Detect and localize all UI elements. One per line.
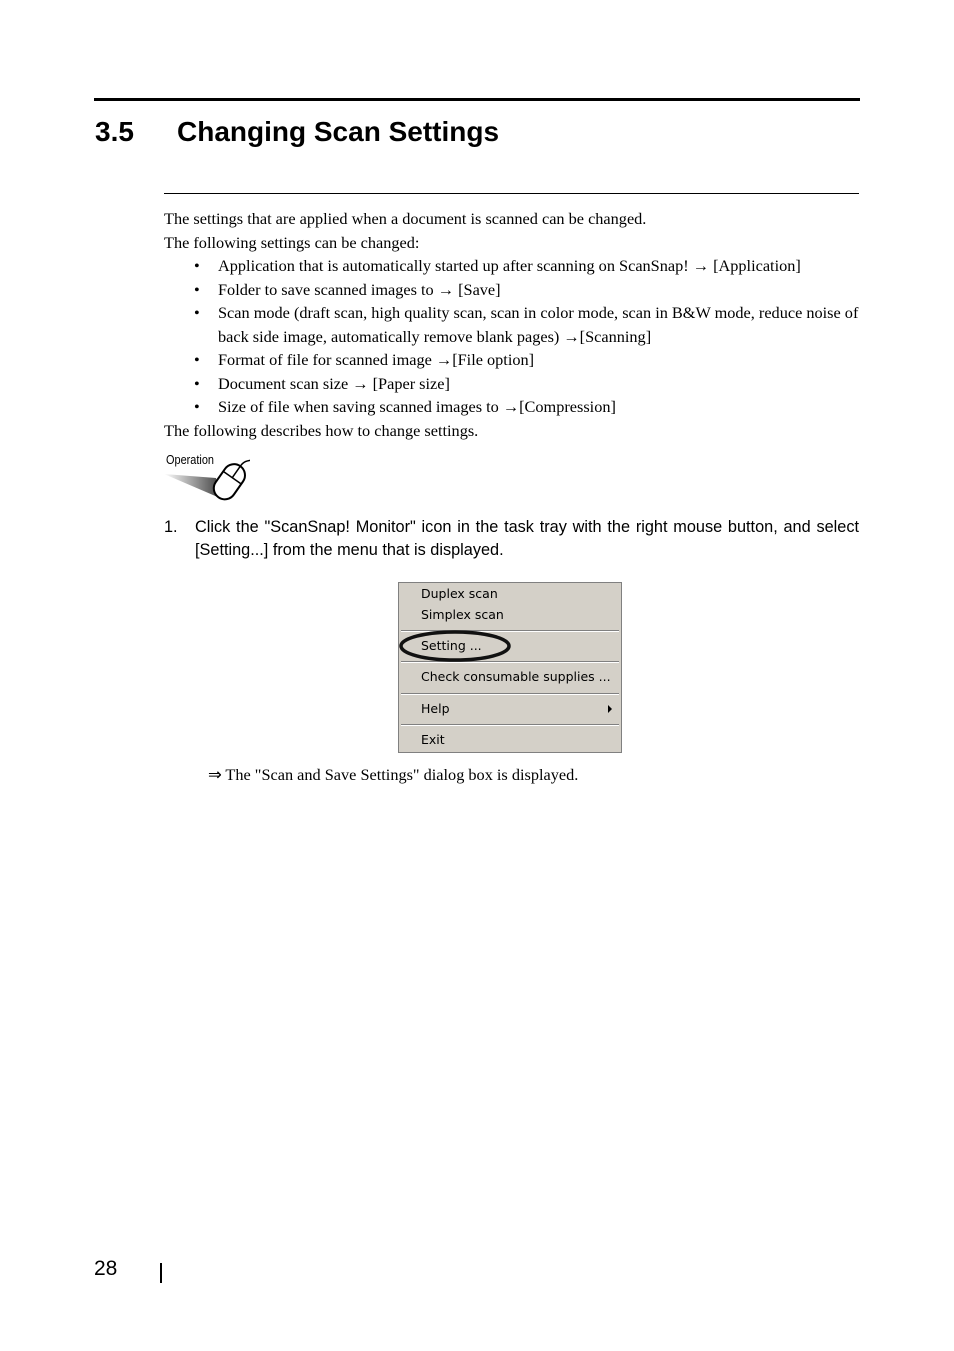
list-item xyxy=(194,278,864,302)
list-item-text: Application that is automatically started up after scanning on ScanSnap! → [Application] xyxy=(218,256,801,275)
step-text: Click the "ScanSnap! Monitor" icon in the task tray with the right mouse button, and select [Setting...] from the menu that is displayed. xyxy=(195,518,859,559)
menu-item-duplex-scan[interactable]: Duplex scan xyxy=(421,586,498,601)
page-number-bar xyxy=(160,1263,162,1283)
page-number: 28 xyxy=(94,1257,118,1280)
section-heading xyxy=(95,116,499,148)
operation-mouse-icon xyxy=(164,448,250,506)
outro-line: The following describes how to change settings. xyxy=(164,420,479,440)
top-rule xyxy=(94,98,860,101)
list-item-text: Format of file for scanned image →[File option] xyxy=(218,350,535,369)
bullet-icon: • xyxy=(194,350,200,369)
list-item xyxy=(194,254,864,278)
bullet-icon: • xyxy=(194,303,200,322)
menu-separator xyxy=(401,724,619,726)
result-text: ⇒ The "Scan and Save Settings" dialog box is displayed. xyxy=(208,765,579,784)
list-item-text: Folder to save scanned images to → [Save] xyxy=(218,279,501,299)
settings-list xyxy=(164,254,864,419)
section-number: 3.5 xyxy=(95,116,134,147)
bullet-icon: • xyxy=(194,373,200,393)
menu-item-setting[interactable]: Setting ... xyxy=(421,638,482,653)
menu-item-exit[interactable]: Exit xyxy=(421,732,445,747)
intro-line-1: The settings that are applied when a document is scanned can be changed. xyxy=(164,209,647,228)
intro-line-2: The following settings can be changed: xyxy=(164,232,420,252)
list-item xyxy=(194,372,864,396)
list-item xyxy=(194,395,864,419)
heading-underline xyxy=(164,193,859,194)
operation-label: Operation xyxy=(166,452,214,467)
section-title: Changing Scan Settings xyxy=(177,116,500,147)
step-1 xyxy=(164,516,859,562)
list-item-text: Document scan size → [Paper size] xyxy=(218,373,450,393)
bullet-icon: • xyxy=(194,397,200,416)
body-text xyxy=(164,207,864,442)
list-item xyxy=(194,301,864,348)
bullet-icon: • xyxy=(194,256,200,275)
highlight-circle-icon xyxy=(398,628,514,664)
list-item-text: Size of file when saving scanned images to →[Compression] xyxy=(218,397,616,416)
menu-item-check-consumables[interactable]: Check consumable supplies ... xyxy=(421,669,611,684)
context-menu xyxy=(398,582,622,753)
list-item xyxy=(194,348,864,372)
menu-separator xyxy=(401,693,619,695)
step-number: 1. xyxy=(164,518,178,536)
list-item-text: Scan mode (draft scan, high quality scan, scan in color mode, scan in B&W mode, reduce noise of back side image, automatically remove blank pages) →[Scanning] xyxy=(218,303,859,346)
menu-item-simplex-scan[interactable]: Simplex scan xyxy=(421,607,504,622)
bullet-icon: • xyxy=(194,279,200,299)
menu-item-help[interactable]: Help xyxy=(421,701,450,716)
submenu-arrow-icon xyxy=(608,705,612,713)
